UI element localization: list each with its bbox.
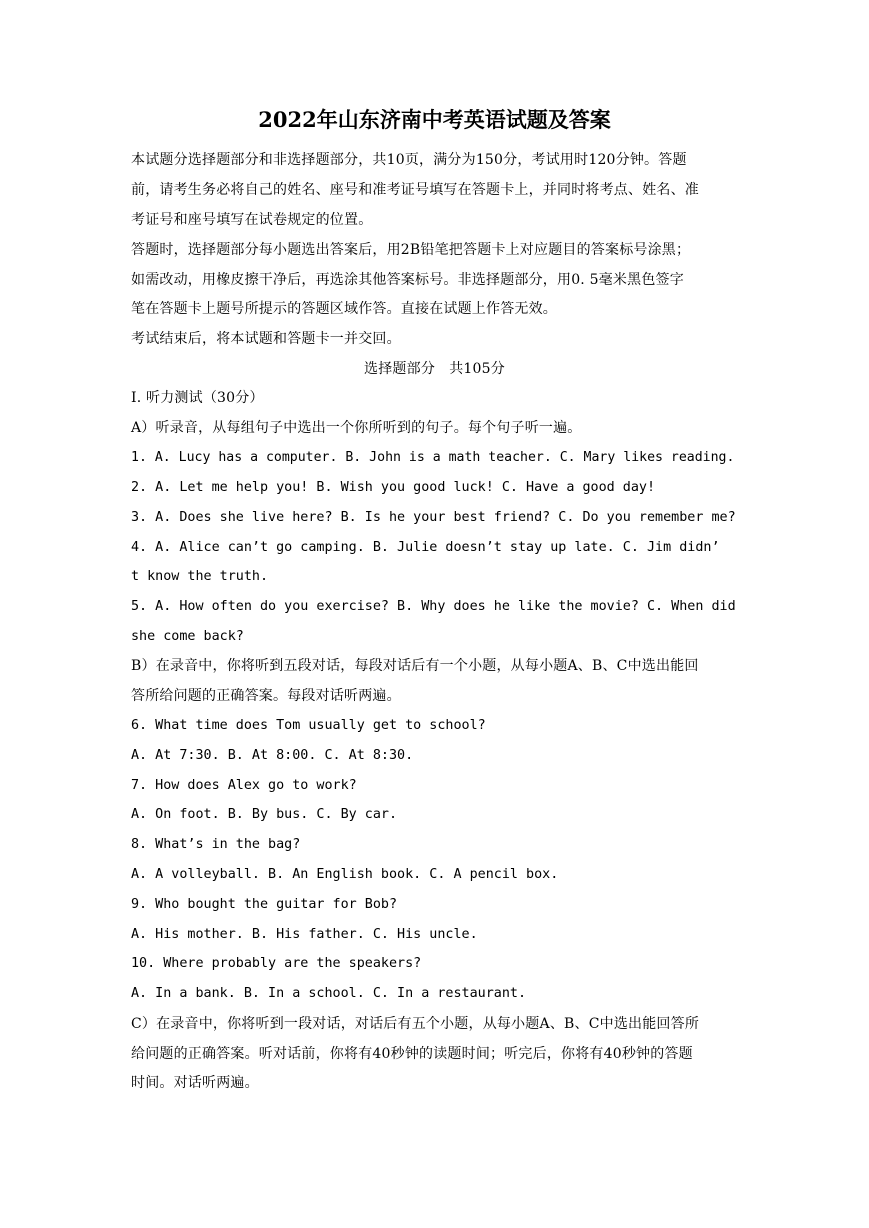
instructions-line-5: 如需改动，用橡皮擦干净后，再选涂其他答案标号。非选择题部分，用0. 5毫米黑色签字: [131, 272, 684, 288]
question-4-continued: t know the truth.: [131, 569, 269, 584]
part-b-instruction-2: 答所给问题的正确答案。每段对话听两遍。: [131, 688, 401, 704]
part-b-instruction-1: B）在录音中，你将听到五段对话，每段对话后有一个小题，从每小题A、B、C中选出能回: [131, 658, 699, 674]
part-c-instruction-3: 时间。对话听两遍。: [131, 1075, 259, 1091]
question-6: 6. What time does Tom usually get to school?: [131, 718, 486, 733]
instructions-line-6: 笔在答题卡上题号所提示的答题区域作答。直接在试题上作答无效。: [131, 301, 557, 317]
section-heading: 选择题部分 共105分: [364, 361, 505, 377]
part-c-instruction-2: 给问题的正确答案。听对话前，你将有40秒钟的读题时间；听完后，你将有40秒钟的答题: [131, 1046, 693, 1062]
instructions-line-1: 本试题分选择题部分和非选择题部分，共10页，满分为150分，考试用时120分钟。答题: [131, 152, 687, 168]
question-1: 1. A. Lucy has a computer. B. John is a math teacher. C. Mary likes reading.: [131, 450, 735, 465]
page-title: 2022年山东济南中考英语试题及答案: [258, 107, 611, 132]
part-a-instruction: A）听录音，从每组句子中选出一个你所听到的句子。每个句子听一遍。: [131, 420, 582, 436]
question-9-options: A. His mother. B. His father. C. His uncle.: [131, 927, 478, 942]
instructions-line-7: 考试结束后，将本试题和答题卡一并交回。: [131, 331, 401, 347]
question-2: 2. A. Let me help you! B. Wish you good luck! C. Have a good day!: [131, 480, 656, 495]
instructions-line-2: 前，请考生务必将自己的姓名、座号和准考证号填写在答题卡上，并同时将考点、姓名、准: [131, 182, 699, 198]
question-6-options: A. At 7:30. B. At 8:00. C. At 8:30.: [131, 748, 414, 763]
question-8: 8. What’s in the bag?: [131, 837, 301, 852]
question-7: 7. How does Alex go to work?: [131, 778, 357, 793]
question-10-options: A. In a bank. B. In a school. C. In a restaurant.: [131, 986, 527, 1001]
part-c-instruction-1: C）在录音中，你将听到一段对话，对话后有五个小题，从每小题A、B、C中选出能回答所: [131, 1016, 700, 1032]
question-3: 3. A. Does she live here? B. Is he your best friend? C. Do you remember me?: [131, 510, 736, 525]
instructions-line-4: 答题时，选择题部分每小题选出答案后，用2B铅笔把答题卡上对应题目的答案标号涂黑；: [131, 242, 691, 258]
question-5-continued: she come back?: [131, 629, 244, 644]
instructions-line-3: 考证号和座号填写在试卷规定的位置。: [131, 212, 373, 228]
question-9: 9. Who bought the guitar for Bob?: [131, 897, 398, 912]
question-8-options: A. A volleyball. B. An English book. C. A pencil box.: [131, 867, 559, 882]
question-4: 4. A. Alice can’t go camping. B. Julie doesn’t stay up late. C. Jim didn’: [131, 540, 720, 555]
question-10: 10. Where probably are the speakers?: [131, 956, 422, 971]
question-5: 5. A. How often do you exercise? B. Why does he like the movie? C. When did: [131, 599, 736, 614]
question-7-options: A. On foot. B. By bus. C. By car.: [131, 807, 398, 822]
part-heading: Ⅰ. 听力测试（30分）: [131, 390, 264, 406]
